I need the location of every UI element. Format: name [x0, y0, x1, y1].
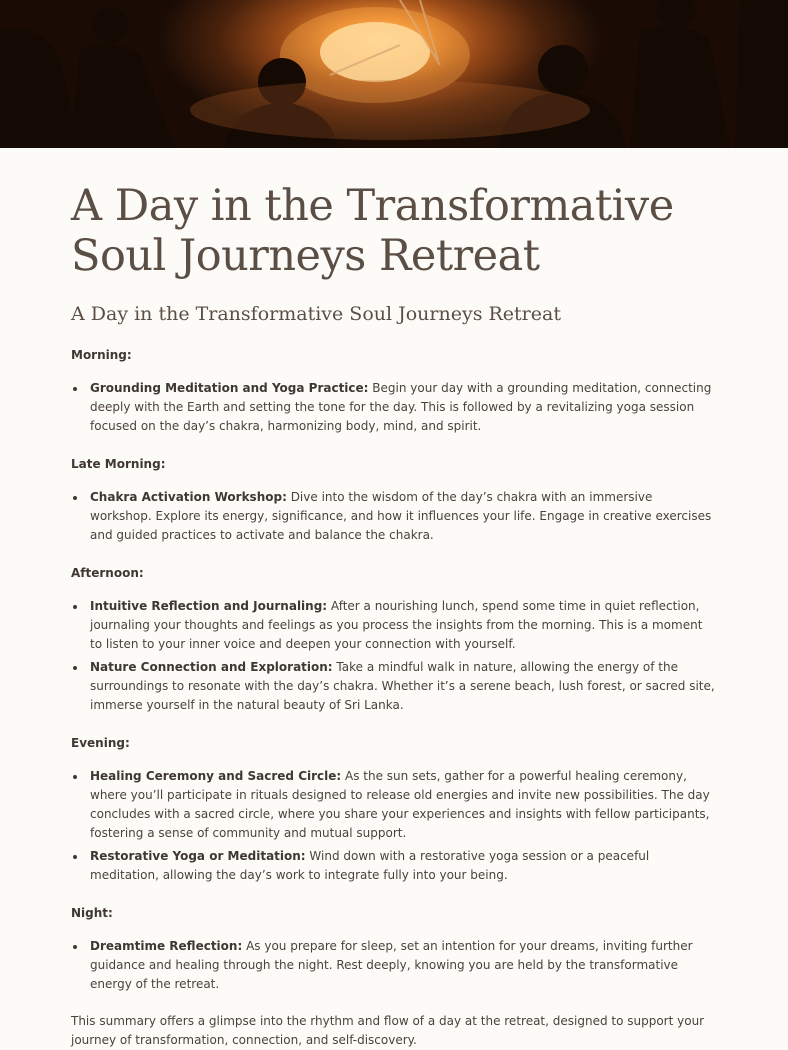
- section-label: Late Morning:: [71, 457, 166, 471]
- activity-description: Take a mindful walk in nature, allowing the energy of the surroundings to resonate with the day’s chakra. Whether it’s a serene beach, lush forest, or sacred site, immerse yourself in the natural beauty of Sri Lanka.: [90, 660, 715, 712]
- section-label: Afternoon:: [71, 566, 144, 580]
- section-label: Night:: [71, 906, 113, 920]
- page-subtitle: A Day in the Transformative Soul Journeys Retreat: [71, 303, 561, 325]
- activity-item: [71, 597, 717, 654]
- schedule-sections: [71, 347, 717, 994]
- activity-item: [71, 379, 717, 436]
- activity-title: Healing Ceremony and Sacred Circle:: [90, 769, 342, 783]
- activity-title: Intuitive Reflection and Journaling:: [90, 599, 328, 613]
- activity-list: [71, 937, 717, 994]
- activity-item: [71, 767, 717, 843]
- activity-item: [71, 658, 717, 715]
- activity-title: Restorative Yoga or Meditation:: [90, 849, 306, 863]
- page-title: A Day in the Transformative Soul Journeys Retreat: [71, 181, 674, 281]
- section-label: Evening:: [71, 736, 130, 750]
- section-label: Morning:: [71, 348, 132, 362]
- activity-item: [71, 488, 717, 545]
- activity-description: Wind down with a restorative yoga session or a peaceful meditation, allowing the day’s work to integrate fully into your being.: [90, 849, 650, 882]
- activity-description: As the sun sets, gather for a powerful healing ceremony, where you’ll participate in rituals designed to release old energies and invite new possibilities. The day concludes with a sacred circle, where you share your experiences and insights with fellow participants, fostering a sense of community and mutual support.: [90, 769, 710, 840]
- activity-list: [71, 597, 717, 715]
- activity-description: After a nourishing lunch, spend some time in quiet reflection, journaling your thoughts and feelings as you process the insights from the morning. This is a moment to listen to your inner voice and deepen your connection with yourself.: [90, 599, 703, 651]
- activity-description: Dive into the wisdom of the day’s chakra with an immersive workshop. Explore its energy, significance, and how it influences your life. Engage in creative exercises and guided practices to activate and balance the chakra.: [90, 490, 712, 542]
- activity-list: [71, 767, 717, 885]
- activity-title: Nature Connection and Exploration:: [90, 660, 333, 674]
- activity-item: [71, 847, 717, 885]
- activity-title: Dreamtime Reflection:: [90, 939, 243, 953]
- activity-title: Grounding Meditation and Yoga Practice:: [90, 381, 369, 395]
- activity-description: As you prepare for sleep, set an intention for your dreams, inviting further guidance and healing through the night. Rest deeply, knowing you are held by the transformative energy of the retreat.: [90, 939, 693, 991]
- activity-title: Chakra Activation Workshop:: [90, 490, 287, 504]
- article: [0, 181, 788, 1050]
- activity-list: [71, 379, 717, 436]
- summary-paragraph: This summary offers a glimpse into the rhythm and flow of a day at the retreat, designed to support your journey of transformation, connection, and self-discovery.: [71, 1014, 705, 1047]
- activity-item: [71, 937, 717, 994]
- hero-image: [0, 0, 788, 148]
- activity-list: [71, 488, 717, 545]
- activity-description: Begin your day with a grounding meditation, connecting deeply with the Earth and setting the tone for the day. This is followed by a revitalizing yoga session focused on the day’s chakra, harmonizing body, mind, and spirit.: [90, 381, 712, 433]
- bonfire-scene-illustration: [0, 0, 788, 148]
